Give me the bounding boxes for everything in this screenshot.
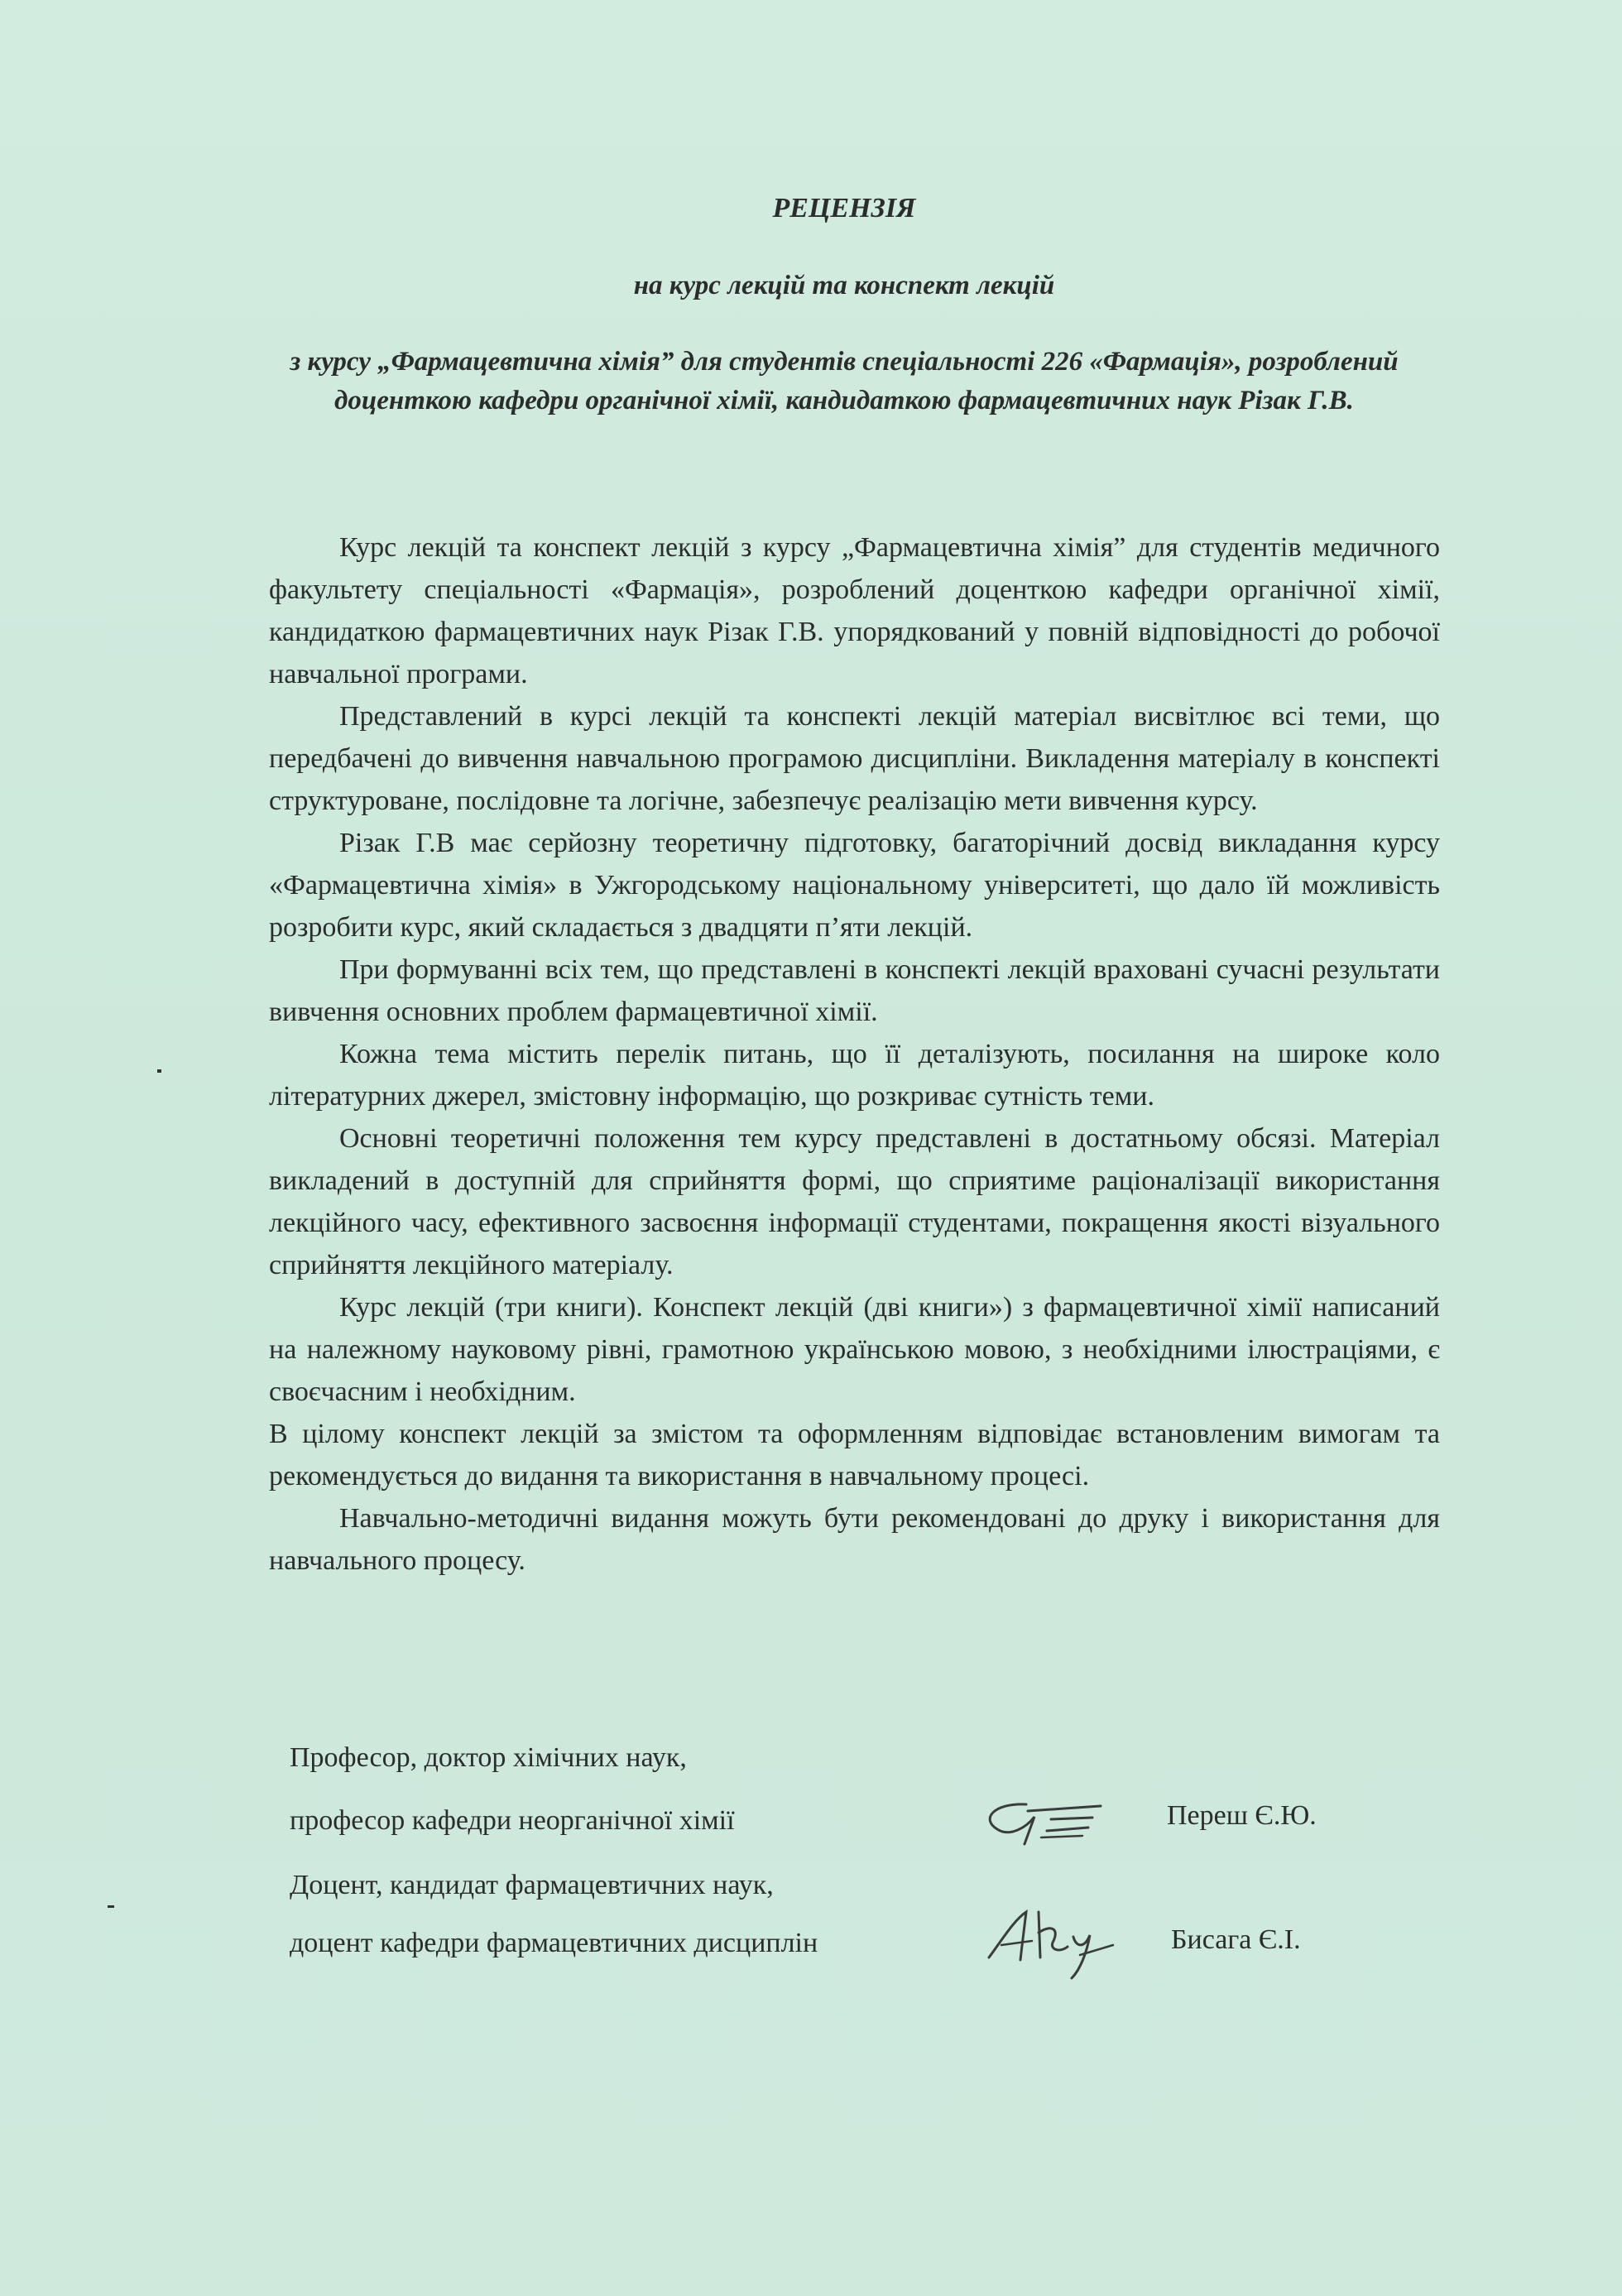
document-subtitle: на курс лекцій та конспект лекцій [633, 271, 1055, 300]
signatory-1-department: професор кафедри неорганічної хімії [290, 1805, 735, 1836]
document-title: РЕЦЕНЗІЯ [772, 193, 916, 223]
paragraph-6: Основні теоретичні положення тем курсу представлені в достатньому обсязі. Матеріал викладений в доступній для сприйняття формі, що сприятиме раціоналізації використання лекційного часу, ефективного засвоєння інформації студентами, покращення якості візуального сприйняття лекційного матеріалу. [269, 1123, 1440, 1280]
scan-speck [157, 1069, 161, 1073]
signatory-1-name: Переш Є.Ю. [1167, 1800, 1317, 1831]
scan-speck [108, 1905, 114, 1908]
signatory-2-position: Доцент, кандидат фармацевтичних наук, [290, 1870, 774, 1900]
paragraph-2: Представлений в курсі лекцій та конспекті лекцій матеріал висвітлює всі теми, що передбачені до вивчення навчальною програмою дисципліни. Викладення матеріалу в конспекті структуроване, послідовне та логічне, забезпечує реалізацію мети вивчення курсу. [269, 701, 1440, 816]
signature-2-image [981, 1895, 1121, 1986]
document-subject: з курсу „Фармацевтична хімія” для студентів спеціальності 226 «Фармація», розроблений доценткою кафедри органічної хімії, кандидаткою фармацевтичних наук Різак Г.В. [290, 347, 1399, 415]
paragraph-9: Навчально-методичні видання можуть бути рекомендовані до друку і використання для навчального процесу. [269, 1503, 1440, 1576]
paragraph-5: Кожна тема містить перелік питань, що її деталізують, посилання на широке коло літературних джерел, змістовну інформацію, що розкриває сутність теми. [269, 1039, 1440, 1112]
paragraph-1: Курс лекцій та конспект лекцій з курсу „Фармацевтична хімія” для студентів медичного факультету спеціальності «Фармація», розроблений доценткою кафедри органічної хімії, кандидаткою фармацевтичних наук Різак Г.В. упорядкований у повній відповідності до робочої навчальної програми. [269, 532, 1440, 689]
paragraph-7: Курс лекцій (три книги). Конспект лекцій (дві книги») з фармацевтичної хімії написаний на належному науковому рівні, грамотною українською мовою, з необхідними ілюстраціями, є своєчасним і необхідним. [269, 1292, 1440, 1407]
paragraph-4: При формуванні всіх тем, що представлені в конспекті лекцій враховані сучасні результати вивчення основних проблем фармацевтичної хімії. [269, 954, 1440, 1027]
paragraph-8: В цілому конспект лекцій за змістом та оформленням відповідає встановленим вимогам та рекомендується до видання та використання в навчальному процесі. [269, 1419, 1440, 1491]
signatory-1-position: Професор, доктор хімічних наук, [290, 1742, 687, 1773]
signatory-2-department: доцент кафедри фармацевтичних дисциплін [290, 1928, 818, 1958]
review-body [269, 526, 1440, 1582]
paragraph-3: Різак Г.В має серйозну теоретичну підготовку, багаторічний досвід викладання курсу «Фармацевтична хімія» в Ужгородському національному університеті, що дало їй можливість розробити курс, який складається з двадцяти п’яти лекцій. [269, 828, 1440, 943]
signature-1-image [977, 1780, 1117, 1854]
signatory-2-name: Бисага Є.І. [1171, 1924, 1301, 1955]
